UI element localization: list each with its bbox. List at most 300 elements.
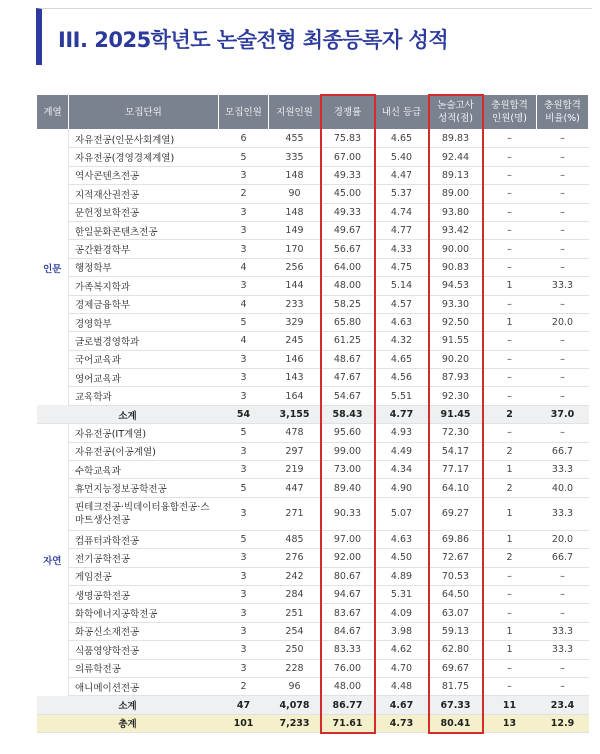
- table-cell: 3: [219, 461, 269, 479]
- table-cell: 5.51: [375, 387, 429, 405]
- table-cell: 64.00: [321, 258, 375, 276]
- table-cell: 89.00: [429, 185, 483, 203]
- table-cell: 284: [269, 585, 321, 603]
- table-row: [37, 461, 589, 479]
- table-cell: 4.63: [375, 313, 429, 331]
- table-row: [37, 350, 589, 368]
- subtotal-label: 소계: [37, 405, 219, 423]
- unit-name: 수학교육과: [69, 461, 219, 479]
- table-cell: –: [483, 166, 537, 184]
- table-cell: –: [537, 350, 589, 368]
- table-cell: 73.00: [321, 461, 375, 479]
- table-cell: 6: [219, 130, 269, 148]
- unit-name: 역사콘텐츠전공: [69, 166, 219, 184]
- table-cell: 37.0: [537, 405, 589, 423]
- table-cell: 4.65: [375, 130, 429, 148]
- table-cell: 245: [269, 332, 321, 350]
- table-cell: 146: [269, 350, 321, 368]
- table-cell: 2: [219, 185, 269, 203]
- table-cell: 4.50: [375, 549, 429, 567]
- table-cell: 4.77: [375, 405, 429, 423]
- table-cell: 4.49: [375, 442, 429, 460]
- table-row: [37, 530, 589, 548]
- unit-name: 자유전공(경영경제계열): [69, 148, 219, 166]
- table-cell: 219: [269, 461, 321, 479]
- table-cell: 48.00: [321, 677, 375, 695]
- unit-name: 휴먼지능정보공학전공: [69, 479, 219, 497]
- unit-name: 영어교육과: [69, 369, 219, 387]
- table-cell: –: [537, 387, 589, 405]
- table-cell: 3: [219, 369, 269, 387]
- table-row: [37, 166, 589, 184]
- table-cell: –: [483, 240, 537, 258]
- table-cell: 64.50: [429, 585, 483, 603]
- table-cell: 56.67: [321, 240, 375, 258]
- table-row: [37, 604, 589, 622]
- table-cell: –: [537, 221, 589, 239]
- table-row: [37, 497, 589, 530]
- unit-name: 컴퓨터과학전공: [69, 530, 219, 548]
- table-cell: 72.30: [429, 424, 483, 442]
- table-cell: 83.33: [321, 641, 375, 659]
- unit-name: 경제금융학부: [69, 295, 219, 313]
- table-cell: 87.93: [429, 369, 483, 387]
- table-cell: –: [483, 604, 537, 622]
- table-cell: 33.3: [537, 497, 589, 530]
- table-cell: 101: [219, 714, 269, 732]
- table-cell: 99.00: [321, 442, 375, 460]
- table-cell: 72.67: [429, 549, 483, 567]
- table-header-row: [37, 95, 589, 130]
- table-cell: –: [483, 659, 537, 677]
- unit-name: 의류학전공: [69, 659, 219, 677]
- table-cell: 4.89: [375, 567, 429, 585]
- table-cell: 90.20: [429, 350, 483, 368]
- table-cell: –: [537, 424, 589, 442]
- table-cell: –: [483, 387, 537, 405]
- table-cell: 271: [269, 497, 321, 530]
- table-cell: 4.77: [375, 221, 429, 239]
- table-cell: 4.33: [375, 240, 429, 258]
- table-cell: 2: [483, 405, 537, 423]
- table-cell: 93.80: [429, 203, 483, 221]
- table-cell: 47: [219, 696, 269, 714]
- table-cell: 1: [483, 622, 537, 640]
- category-label: 인문: [37, 130, 69, 406]
- header-cell: 충원합격 인원(명): [483, 95, 537, 130]
- unit-name: 글로벌경영학과: [69, 332, 219, 350]
- table-cell: 92.50: [429, 313, 483, 331]
- table-cell: 5.37: [375, 185, 429, 203]
- unit-name: 화공신소재전공: [69, 622, 219, 640]
- table-cell: 1: [483, 641, 537, 659]
- table-cell: –: [537, 659, 589, 677]
- table-cell: –: [537, 567, 589, 585]
- header-cell: 모집인원: [219, 95, 269, 130]
- table-cell: 4.34: [375, 461, 429, 479]
- table-cell: 164: [269, 387, 321, 405]
- table-cell: 3: [219, 497, 269, 530]
- table-cell: –: [483, 185, 537, 203]
- unit-name: 행정학부: [69, 258, 219, 276]
- table-row: [37, 332, 589, 350]
- table-cell: –: [483, 677, 537, 695]
- table-cell: 58.43: [321, 405, 375, 423]
- table-cell: –: [537, 369, 589, 387]
- table-cell: 5: [219, 313, 269, 331]
- table-cell: –: [537, 240, 589, 258]
- table-cell: 329: [269, 313, 321, 331]
- table-cell: 3: [219, 641, 269, 659]
- table-cell: 3: [219, 240, 269, 258]
- table-cell: –: [537, 332, 589, 350]
- table-cell: 90.83: [429, 258, 483, 276]
- table-cell: 3: [219, 442, 269, 460]
- table-cell: 5: [219, 148, 269, 166]
- unit-name: 자유전공(이공계열): [69, 442, 219, 460]
- table-cell: 62.80: [429, 641, 483, 659]
- unit-name: 생명공학전공: [69, 585, 219, 603]
- table-cell: –: [537, 677, 589, 695]
- table-cell: 3: [219, 350, 269, 368]
- header-cell: 경쟁률: [321, 95, 375, 130]
- table-cell: –: [537, 585, 589, 603]
- header-cell: 계열: [37, 95, 69, 130]
- table-cell: 485: [269, 530, 321, 548]
- table-cell: –: [483, 203, 537, 221]
- table-cell: 67.33: [429, 696, 483, 714]
- table-cell: 91.45: [429, 405, 483, 423]
- unit-name: 전기공학전공: [69, 549, 219, 567]
- table-cell: 90.00: [429, 240, 483, 258]
- table-cell: 3: [219, 549, 269, 567]
- table-cell: 89.40: [321, 479, 375, 497]
- table-cell: –: [483, 148, 537, 166]
- table-row: [37, 203, 589, 221]
- table-cell: 335: [269, 148, 321, 166]
- table-row: [37, 567, 589, 585]
- table-cell: 65.80: [321, 313, 375, 331]
- table-cell: 478: [269, 424, 321, 442]
- table-row: [37, 221, 589, 239]
- table-cell: 4.62: [375, 641, 429, 659]
- table-cell: 1: [483, 497, 537, 530]
- table-cell: 71.61: [321, 714, 375, 732]
- table-cell: –: [483, 350, 537, 368]
- table-cell: 48.00: [321, 277, 375, 295]
- table-cell: 63.07: [429, 604, 483, 622]
- table-row: [37, 148, 589, 166]
- category-label: 자연: [37, 424, 69, 696]
- header-cell: 지원인원: [269, 95, 321, 130]
- table-cell: 80.41: [429, 714, 483, 732]
- table-body: [37, 130, 589, 733]
- table-cell: 4.09: [375, 604, 429, 622]
- table-cell: 7,233: [269, 714, 321, 732]
- unit-name: 식품영양학전공: [69, 641, 219, 659]
- table-row: [37, 369, 589, 387]
- table-cell: –: [537, 604, 589, 622]
- table-cell: 58.25: [321, 295, 375, 313]
- table-cell: 4.90: [375, 479, 429, 497]
- table-row: [37, 295, 589, 313]
- table-cell: 54.67: [321, 387, 375, 405]
- table-cell: 5.07: [375, 497, 429, 530]
- header-cell: 내신 등급: [375, 95, 429, 130]
- table-cell: 4.93: [375, 424, 429, 442]
- table-cell: 4.56: [375, 369, 429, 387]
- table-cell: 5.31: [375, 585, 429, 603]
- unit-name: 교육학과: [69, 387, 219, 405]
- table-cell: 80.67: [321, 567, 375, 585]
- table-cell: 45.00: [321, 185, 375, 203]
- table-cell: –: [537, 148, 589, 166]
- total-row: [37, 714, 589, 732]
- table-cell: 96: [269, 677, 321, 695]
- table-cell: 297: [269, 442, 321, 460]
- header-cell: 모집단위: [69, 95, 219, 130]
- table-cell: 91.55: [429, 332, 483, 350]
- table-cell: 3: [219, 567, 269, 585]
- table-cell: 1: [483, 461, 537, 479]
- table-cell: 90: [269, 185, 321, 203]
- table-cell: 20.0: [537, 530, 589, 548]
- table-cell: 4.67: [375, 696, 429, 714]
- table-cell: 3: [219, 277, 269, 295]
- results-table: [36, 94, 589, 733]
- table-row: [37, 659, 589, 677]
- table-row: [37, 185, 589, 203]
- table-cell: 4.48: [375, 677, 429, 695]
- unit-name: 한일문화콘텐츠전공: [69, 221, 219, 239]
- table-cell: 69.27: [429, 497, 483, 530]
- table-cell: 254: [269, 622, 321, 640]
- table-cell: –: [483, 258, 537, 276]
- table-cell: –: [483, 567, 537, 585]
- table-cell: 143: [269, 369, 321, 387]
- table-cell: 4.70: [375, 659, 429, 677]
- table-cell: 276: [269, 549, 321, 567]
- table-cell: 48.67: [321, 350, 375, 368]
- table-cell: 40.0: [537, 479, 589, 497]
- table-cell: 1: [483, 530, 537, 548]
- table-cell: 3.98: [375, 622, 429, 640]
- table-cell: –: [537, 130, 589, 148]
- table-row: [37, 313, 589, 331]
- table-cell: 93.42: [429, 221, 483, 239]
- table-cell: 2: [483, 442, 537, 460]
- table-cell: 33.3: [537, 622, 589, 640]
- table-cell: 4.65: [375, 350, 429, 368]
- table-cell: –: [483, 130, 537, 148]
- subtotal-label: 소계: [37, 696, 219, 714]
- table-cell: 3: [219, 622, 269, 640]
- table-cell: 69.67: [429, 659, 483, 677]
- table-cell: 447: [269, 479, 321, 497]
- table-cell: 94.67: [321, 585, 375, 603]
- table-row: [37, 585, 589, 603]
- table-cell: 3: [219, 585, 269, 603]
- table-cell: 149: [269, 221, 321, 239]
- unit-name: 경영학부: [69, 313, 219, 331]
- table-row: [37, 622, 589, 640]
- table-cell: 5.40: [375, 148, 429, 166]
- table-cell: 54: [219, 405, 269, 423]
- table-cell: 92.44: [429, 148, 483, 166]
- table-cell: 4: [219, 332, 269, 350]
- header-cell: 논술고사 성적(점): [429, 95, 483, 130]
- table-cell: 455: [269, 130, 321, 148]
- table-cell: –: [537, 258, 589, 276]
- table-cell: 33.3: [537, 277, 589, 295]
- table-cell: 69.86: [429, 530, 483, 548]
- unit-name: 지적재산권전공: [69, 185, 219, 203]
- table-cell: 12.9: [537, 714, 589, 732]
- table-cell: 4.74: [375, 203, 429, 221]
- table-cell: 3: [219, 203, 269, 221]
- table-cell: 170: [269, 240, 321, 258]
- page-title: III. 2025학년도 논술전형 최종등록자 성적: [58, 28, 449, 52]
- table-cell: 66.7: [537, 549, 589, 567]
- table-row: [37, 258, 589, 276]
- table-cell: 13: [483, 714, 537, 732]
- table-cell: 148: [269, 203, 321, 221]
- table-cell: 49.67: [321, 221, 375, 239]
- table-cell: 94.53: [429, 277, 483, 295]
- total-label: 총계: [37, 714, 219, 732]
- table-cell: 3: [219, 221, 269, 239]
- table-cell: 4.57: [375, 295, 429, 313]
- table-cell: 5: [219, 479, 269, 497]
- table-cell: 4: [219, 295, 269, 313]
- table-cell: 89.13: [429, 166, 483, 184]
- table-cell: 95.60: [321, 424, 375, 442]
- table-cell: 4.75: [375, 258, 429, 276]
- table-cell: 11: [483, 696, 537, 714]
- table-cell: 49.33: [321, 166, 375, 184]
- table-cell: 3: [219, 387, 269, 405]
- table-cell: 2: [483, 479, 537, 497]
- table-cell: 33.3: [537, 461, 589, 479]
- table-row: [37, 641, 589, 659]
- unit-name: 자유전공(IT계열): [69, 424, 219, 442]
- table-cell: 1: [483, 313, 537, 331]
- table-cell: 148: [269, 166, 321, 184]
- table-cell: 61.25: [321, 332, 375, 350]
- unit-name: 핀테크전공·빅데이터융합전공·스마트생산전공: [69, 497, 219, 530]
- table-row: [37, 549, 589, 567]
- table-cell: 54.17: [429, 442, 483, 460]
- table-cell: 3: [219, 166, 269, 184]
- table-cell: 250: [269, 641, 321, 659]
- unit-name: 국어교육과: [69, 350, 219, 368]
- table-cell: –: [537, 203, 589, 221]
- table-cell: –: [537, 166, 589, 184]
- table-cell: 84.67: [321, 622, 375, 640]
- table-cell: –: [537, 295, 589, 313]
- table-row: [37, 677, 589, 695]
- table-cell: 251: [269, 604, 321, 622]
- unit-name: 자유전공(인문사회계열): [69, 130, 219, 148]
- table-cell: 77.17: [429, 461, 483, 479]
- table-cell: 20.0: [537, 313, 589, 331]
- table-cell: 5.14: [375, 277, 429, 295]
- table-cell: 93.30: [429, 295, 483, 313]
- table-cell: 81.75: [429, 677, 483, 695]
- table-row: [37, 277, 589, 295]
- table-cell: 66.7: [537, 442, 589, 460]
- table-cell: 1: [483, 277, 537, 295]
- table-cell: –: [537, 185, 589, 203]
- table-cell: 3: [219, 604, 269, 622]
- table-cell: 92.30: [429, 387, 483, 405]
- table-cell: 4.63: [375, 530, 429, 548]
- table-cell: 86.77: [321, 696, 375, 714]
- table-cell: 70.53: [429, 567, 483, 585]
- table-cell: 97.00: [321, 530, 375, 548]
- table-cell: 67.00: [321, 148, 375, 166]
- table-cell: 92.00: [321, 549, 375, 567]
- table-cell: 33.3: [537, 641, 589, 659]
- table-cell: 4: [219, 258, 269, 276]
- table-cell: 89.83: [429, 130, 483, 148]
- table-row: [37, 479, 589, 497]
- table-cell: 75.83: [321, 130, 375, 148]
- table-cell: 4.73: [375, 714, 429, 732]
- table-cell: 144: [269, 277, 321, 295]
- header-cell: 충원합격 비율(%): [537, 95, 589, 130]
- table-cell: 76.00: [321, 659, 375, 677]
- table-cell: 5: [219, 424, 269, 442]
- table-cell: –: [483, 369, 537, 387]
- table-row: [37, 424, 589, 442]
- table-cell: 23.4: [537, 696, 589, 714]
- table-row: [37, 130, 589, 148]
- table-cell: 2: [483, 549, 537, 567]
- table-cell: 83.67: [321, 604, 375, 622]
- table-cell: 4.32: [375, 332, 429, 350]
- unit-name: 가족복지학과: [69, 277, 219, 295]
- table-cell: 256: [269, 258, 321, 276]
- table-cell: –: [483, 295, 537, 313]
- table-cell: 64.10: [429, 479, 483, 497]
- table-cell: 3,155: [269, 405, 321, 423]
- table-cell: 90.33: [321, 497, 375, 530]
- table-cell: 228: [269, 659, 321, 677]
- unit-name: 게임전공: [69, 567, 219, 585]
- table-cell: 3: [219, 659, 269, 677]
- table-cell: 2: [219, 677, 269, 695]
- unit-name: 화학에너지공학전공: [69, 604, 219, 622]
- table-cell: –: [483, 424, 537, 442]
- unit-name: 공간환경학부: [69, 240, 219, 258]
- table-cell: 47.67: [321, 369, 375, 387]
- table-cell: 242: [269, 567, 321, 585]
- subtotal-row: [37, 696, 589, 714]
- table-cell: 233: [269, 295, 321, 313]
- table-cell: –: [483, 585, 537, 603]
- table-cell: 5: [219, 530, 269, 548]
- table-cell: 59.13: [429, 622, 483, 640]
- table-row: [37, 387, 589, 405]
- subtotal-row: [37, 405, 589, 423]
- unit-name: 문헌정보학전공: [69, 203, 219, 221]
- table-cell: –: [483, 221, 537, 239]
- table-row: [37, 240, 589, 258]
- table-cell: 4,078: [269, 696, 321, 714]
- table-cell: 49.33: [321, 203, 375, 221]
- unit-name: 애니메이션전공: [69, 677, 219, 695]
